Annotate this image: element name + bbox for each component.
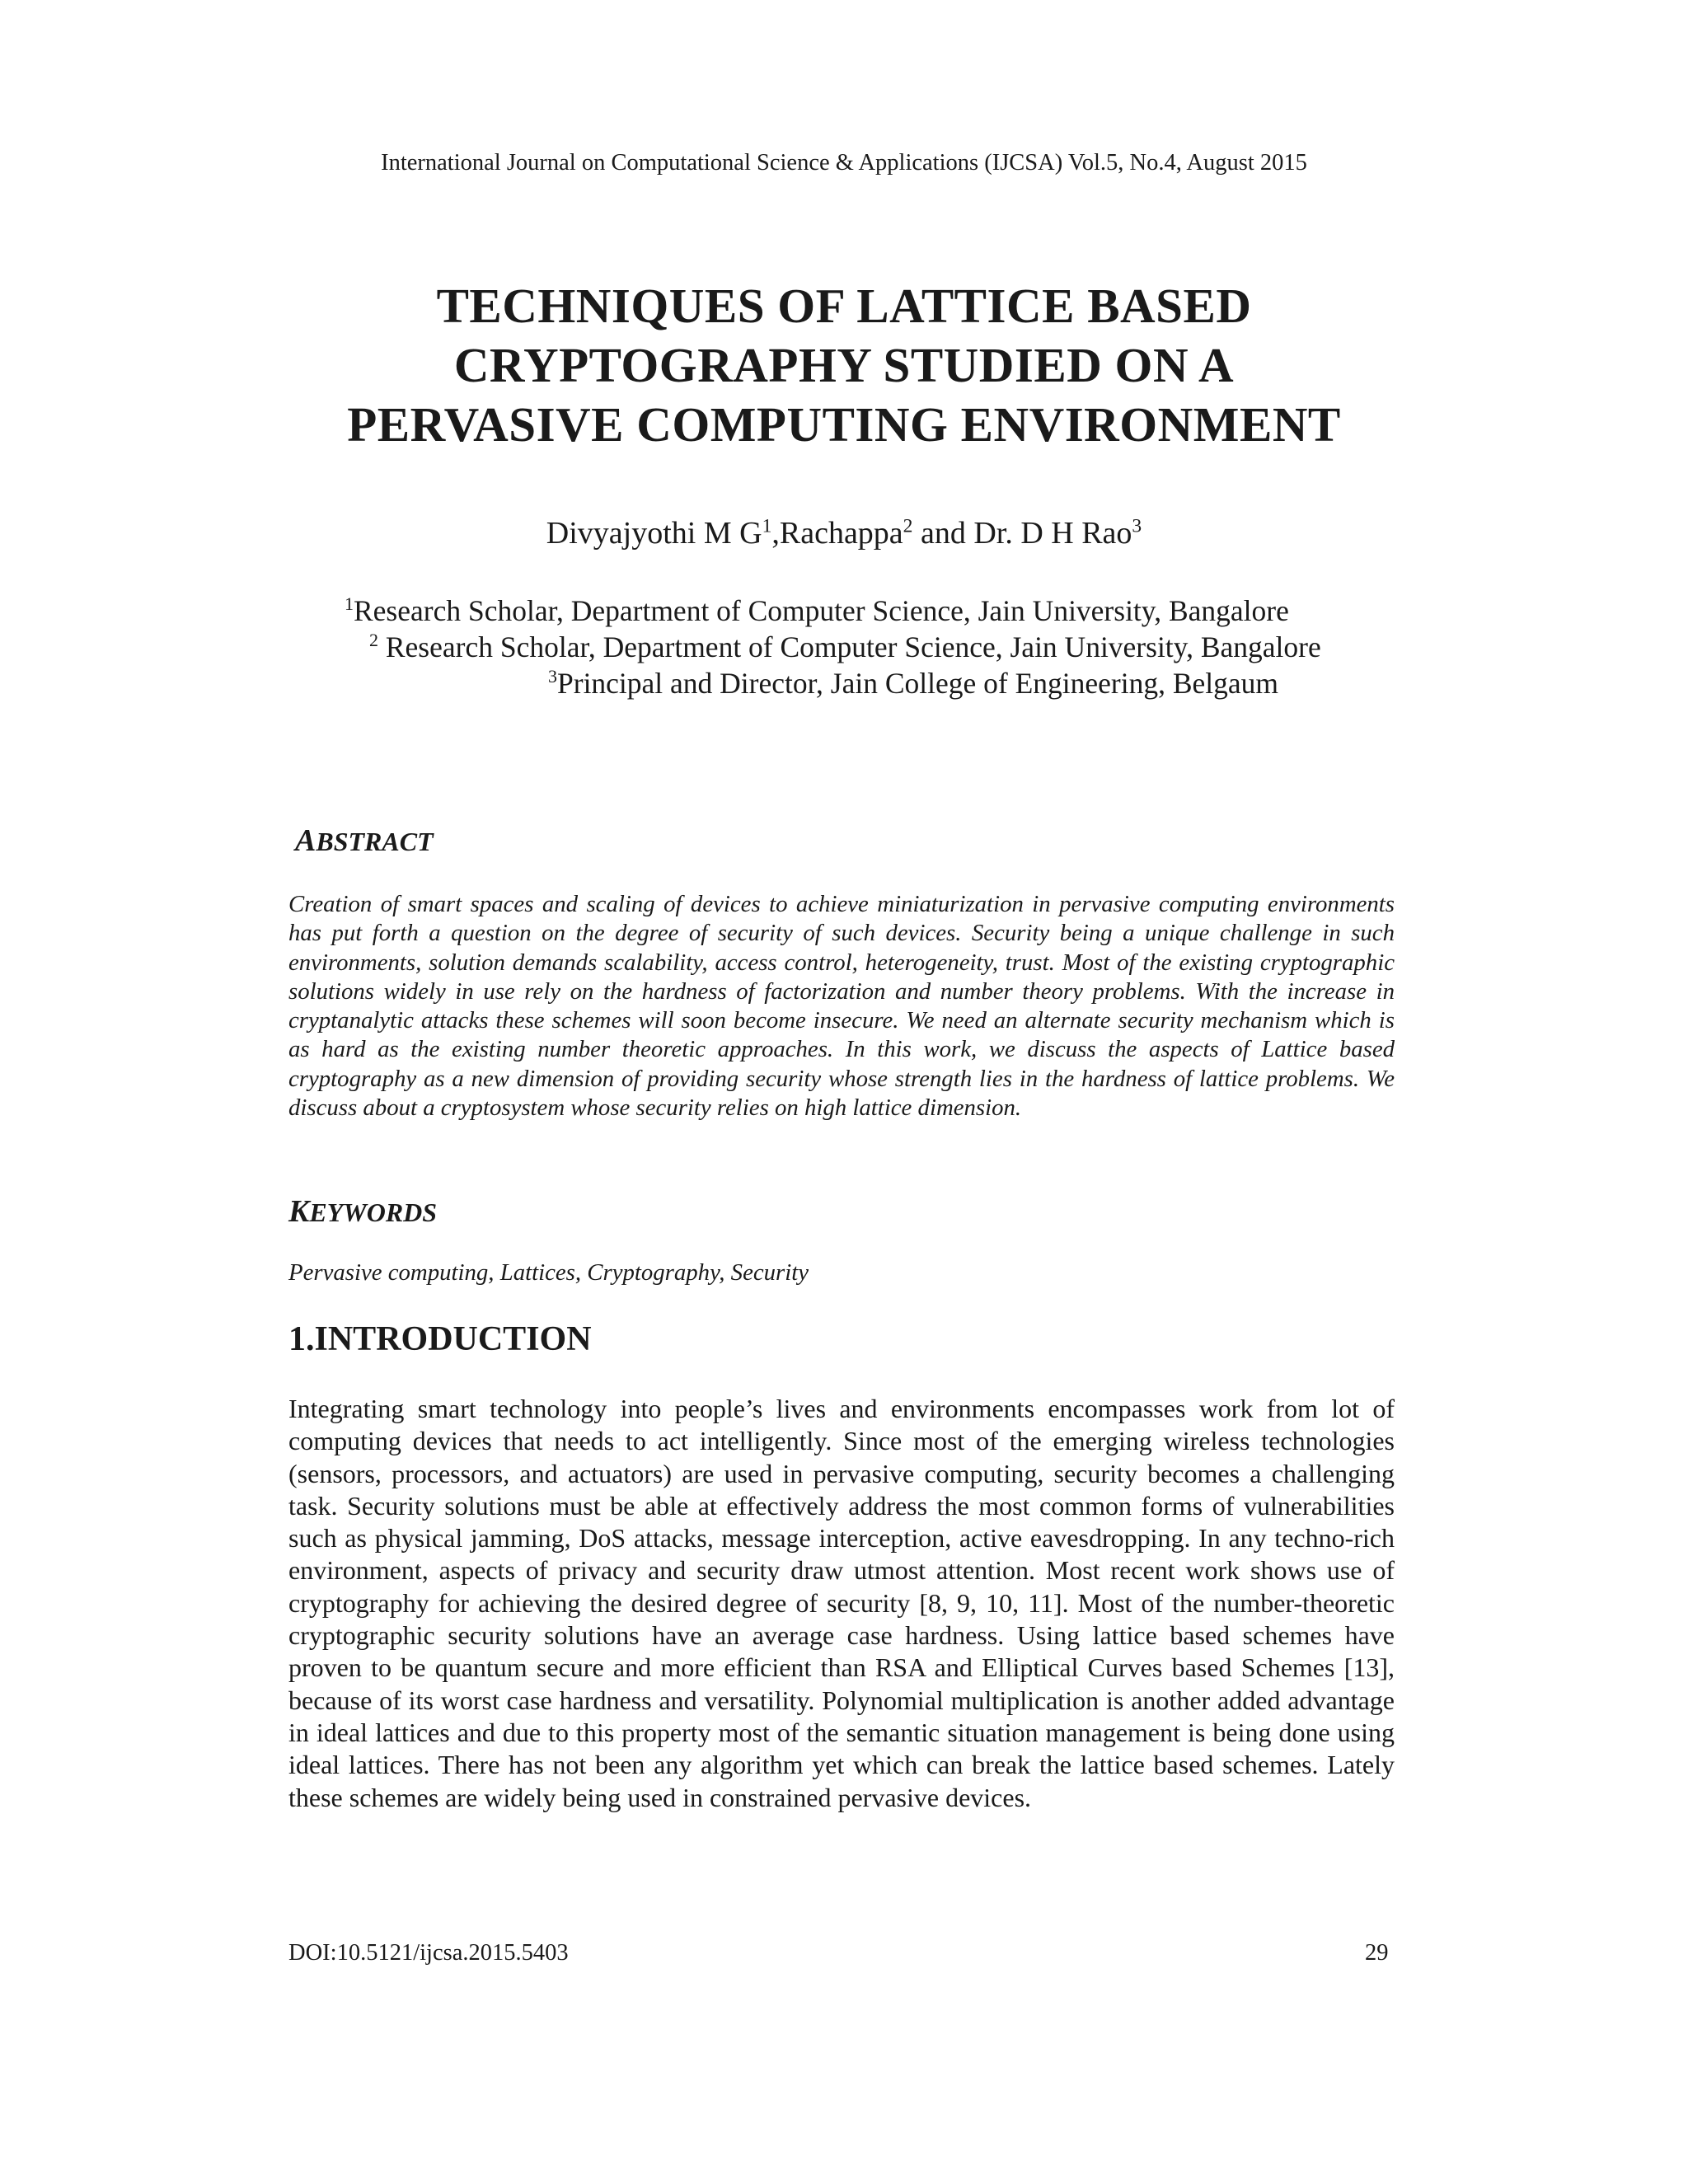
author-superscript: 2	[903, 515, 913, 537]
heading-rest: EYWORDS	[309, 1197, 438, 1227]
author-name: and Dr. D H Rao	[912, 516, 1132, 551]
affiliation	[369, 630, 1321, 664]
affiliation-text: Research Scholar, Department of Computer Science, Jain University, Bangalore	[354, 594, 1289, 627]
affiliation-superscript: 1	[345, 593, 354, 615]
author-name: Divyajyothi M G	[546, 516, 762, 551]
affiliation	[548, 666, 1278, 701]
journal-header: International Journal on Computational Science & Applications (IJCSA) Vol.5, No.4, August 2015	[381, 150, 1307, 176]
title-line: TECHNIQUES OF LATTICE BASED	[436, 279, 1252, 333]
heading-rest: BSTRACT	[316, 827, 434, 856]
keywords-heading	[288, 1193, 437, 1230]
paper-title	[0, 276, 1688, 454]
author-name: ,Rachappa	[771, 516, 903, 551]
affiliation-superscript: 2	[369, 630, 378, 651]
title-line: CRYPTOGRAPHY STUDIED ON A	[453, 338, 1235, 392]
affiliation	[345, 593, 1289, 628]
heading-initial: A	[295, 823, 316, 858]
footer-doi: DOI:10.5121/ijcsa.2015.5403	[288, 1940, 569, 1966]
keywords-text: Pervasive computing, Lattices, Cryptography, Security	[288, 1259, 809, 1286]
page-number: 29	[1365, 1940, 1389, 1966]
author-superscript: 1	[762, 515, 772, 537]
title-line: PERVASIVE COMPUTING ENVIRONMENT	[347, 397, 1341, 452]
author-superscript: 3	[1132, 515, 1142, 537]
introduction-heading: 1.INTRODUCTION	[288, 1320, 592, 1358]
author-list	[0, 515, 1688, 551]
affiliation-superscript: 3	[548, 666, 557, 687]
introduction-text: Integrating smart technology into people’s lives and environments encompasses work from lot of computing devices that needs to act intelligently. Since most of the emerging wireless technologies (sensors, processors, and actuators) are used in pervasive computing, security becomes a challenging task. Security solutions must be able at effectively address the most common forms of vulnerabilities such as physical jamming, DoS attacks, message interception, active eavesdropping. In any techno-rich environment, aspects of privacy and security draw utmost attention. Most recent work shows use of cryptography for achieving the desired degree of security [8, 9, 10, 11]. Most of the number-theoretic cryptographic security solutions have an average case hardness. Using lattice based schemes have proven to be quantum secure and more efficient than RSA and Elliptical Curves based Schemes [13], because of its worst case hardness and versatility. Polynomial multiplication is another added advantage in ideal lattices and due to this property most of the semantic situation management is being done using ideal lattices. There has not been any algorithm yet which can break the lattice based schemes. Lately these schemes are widely being used in constrained pervasive devices.	[288, 1394, 1395, 1812]
heading-initial: K	[288, 1194, 310, 1229]
affiliation-text: Principal and Director, Jain College of Engineering, Belgaum	[557, 667, 1278, 700]
abstract-text: Creation of smart spaces and scaling of devices to achieve miniaturization in pervasive computing environments has put forth a question on the degree of security of such devices. Security being a unique challenge in such environments, solution demands scalability, access control, heterogeneity, trust. Most of the existing cryptographic solutions widely in use rely on the hardness of factorization and number theory problems. With the increase in cryptanalytic attacks these schemes will soon become insecure. We need an alternate security mechanism which is as hard as the existing number theoretic approaches. In this work, we discuss the aspects of Lattice based cryptography as a new dimension of providing security whose strength lies in the hardness of lattice problems. We discuss about a cryptosystem whose security relies on high lattice dimension.	[288, 891, 1395, 1122]
affiliation-text: Research Scholar, Department of Computer Science, Jain University, Bangalore	[378, 630, 1321, 663]
abstract-heading	[295, 823, 434, 859]
